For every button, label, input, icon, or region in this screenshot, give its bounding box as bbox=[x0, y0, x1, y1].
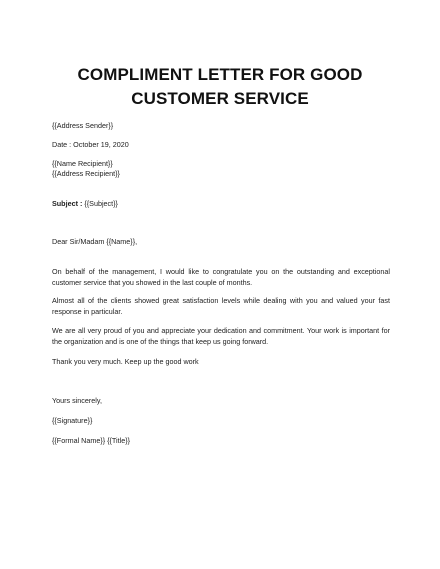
paragraph-appreciation: We are all very proud of you and appreciate your dedication and commitment. Your work is important for the organization and is one of the things that keep us going forward. bbox=[52, 326, 390, 346]
title-line-2: CUSTOMER SERVICE bbox=[131, 89, 309, 108]
letter-date: Date : October 19, 2020 bbox=[52, 140, 129, 149]
paragraph-client-satisfaction: Almost all of the clients showed great satisfaction levels while dealing with you and valued your fast response in particular. bbox=[52, 296, 390, 316]
subject-label: Subject : bbox=[52, 199, 83, 208]
name-recipient: {{Name Recipient}} bbox=[52, 159, 113, 168]
thank-you-line: Thank you very much. Keep up the good work bbox=[52, 357, 199, 366]
document-title bbox=[0, 63, 440, 111]
formal-name-title: {{Formal Name}} {{Title}} bbox=[52, 436, 131, 445]
subject-line bbox=[52, 199, 118, 209]
title-line-1: COMPLIMENT LETTER FOR GOOD bbox=[77, 65, 363, 84]
address-sender: {{Address Sender}} bbox=[52, 121, 114, 130]
paragraph-congratulations: On behalf of the management, I would like to congratulate you on the outstanding and exceptional customer service that you showed in the last couple of months. bbox=[52, 267, 390, 287]
salutation: Dear Sir/Madam {{Name}}, bbox=[52, 237, 138, 246]
subject-value: {{Subject}} bbox=[82, 199, 118, 208]
signature-placeholder: {{Signature}} bbox=[52, 416, 93, 425]
address-recipient: {{Address Recipient}} bbox=[52, 169, 120, 178]
closing: Yours sincerely, bbox=[52, 396, 102, 405]
